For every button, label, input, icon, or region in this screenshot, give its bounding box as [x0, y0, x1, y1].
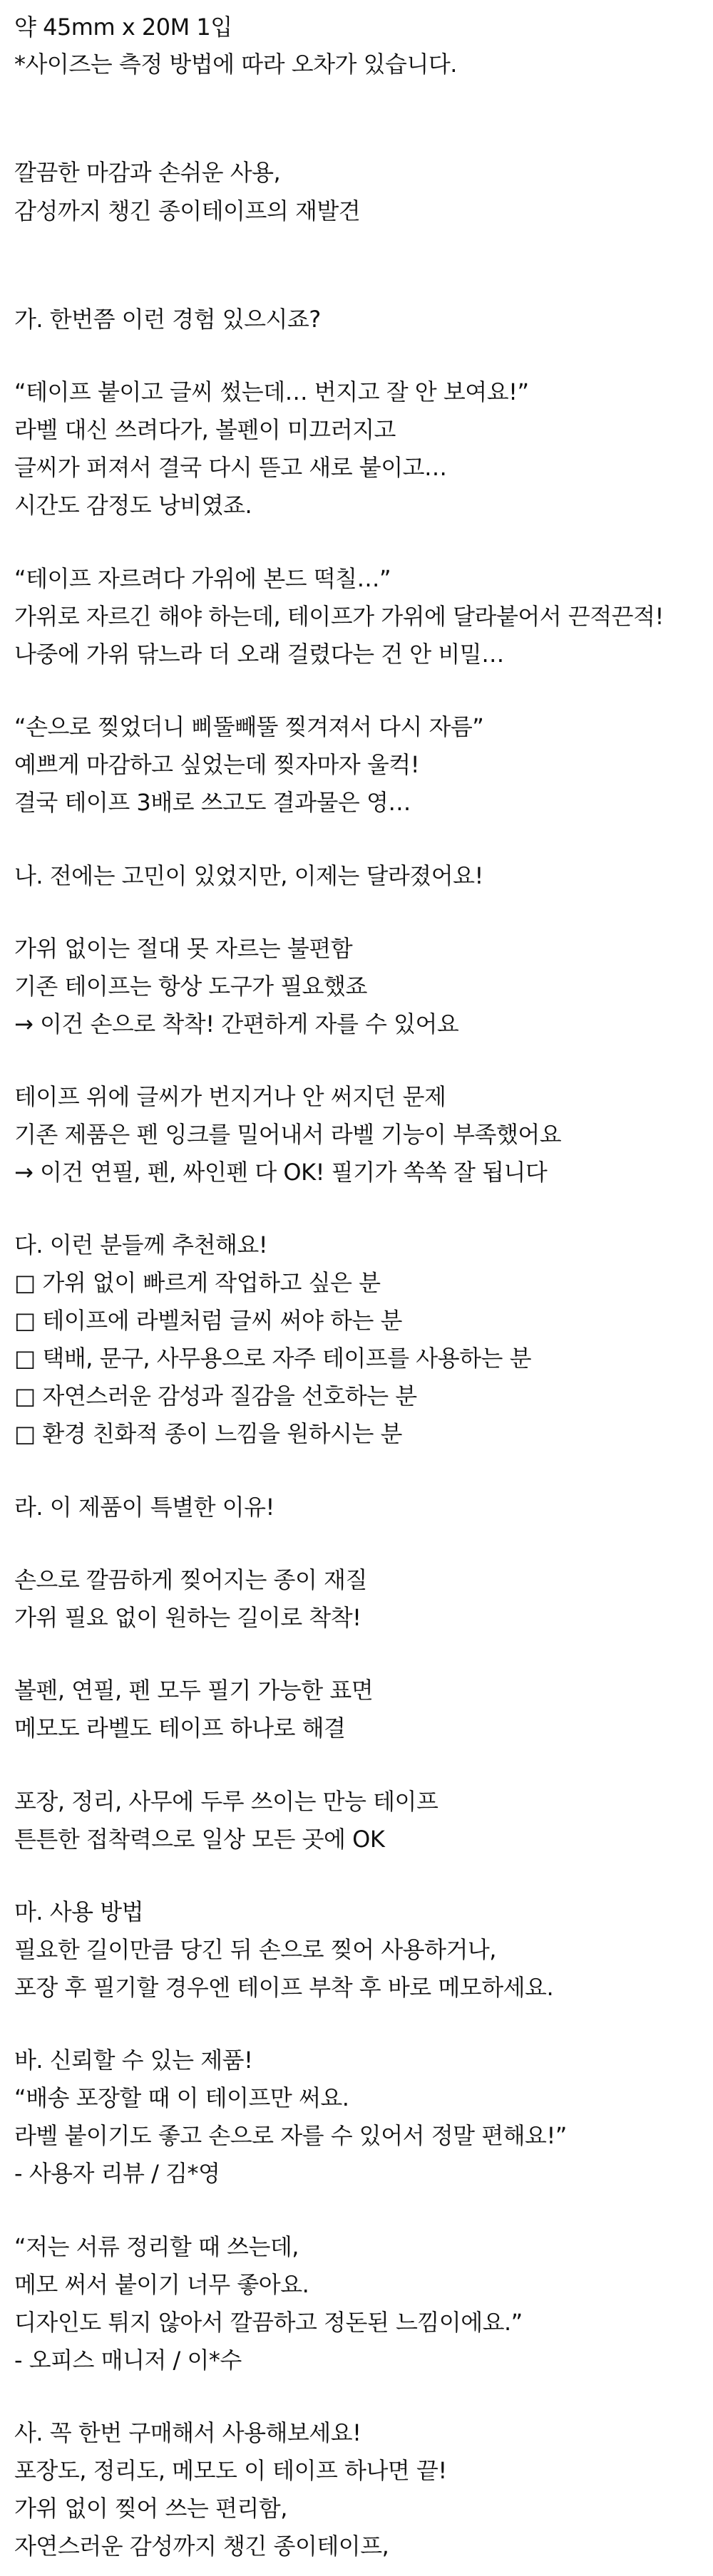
- recommend-list-item: □ 가위 없이 빠르게 작업하고 싶은 분: [14, 1269, 381, 1296]
- experience-quote-line: 가위로 자르긴 해야 하는데, 테이프가 가위에 달라붙어서 끈적끈적!: [14, 603, 664, 630]
- experience-quote-line: “테이프 붙이고 글씨 썼는데… 번지고 잘 안 보여요!”: [14, 378, 529, 405]
- improvement-line: → 이건 손으로 착착! 간편하게 자를 수 있어요: [14, 1010, 459, 1038]
- experience-quote-line: 라벨 대신 쓰려다가, 볼펜이 미끄러지고: [14, 416, 396, 443]
- review-line: 라벨 붙이기도 좋고 손으로 자를 수 있어서 정말 편해요!”: [14, 2122, 567, 2149]
- recommend-list-item: □ 택배, 문구, 사무용으로 자주 테이프를 사용하는 분: [14, 1345, 532, 1372]
- reason-line: 볼펜, 연필, 펜 모두 필기 가능한 표면: [14, 1677, 374, 1704]
- section-heading-ra: 라. 이 제품이 특별한 이유!: [14, 1494, 275, 1521]
- recommend-list-item: □ 테이프에 라벨처럼 글씨 써야 하는 분: [14, 1307, 402, 1334]
- recommend-list-item: □ 환경 친화적 종이 느낌을 원하시는 분: [14, 1420, 402, 1447]
- experience-quote-line: 예쁘게 마감하고 싶었는데 찢자마자 울컥!: [14, 751, 420, 778]
- section-heading-ba: 바. 신뢰할 수 있는 제품!: [14, 2047, 253, 2074]
- review-line: 메모 써서 붙이기 너무 좋아요.: [14, 2271, 309, 2298]
- section-heading-da: 다. 이런 분들께 추천해요!: [14, 1231, 268, 1258]
- usage-line: 포장 후 필기할 경우엔 테이프 부착 후 바로 메모하세요.: [14, 1974, 554, 2001]
- section-heading-ga: 가. 한번쯤 이런 경험 있으시죠?: [14, 306, 321, 333]
- usage-line: 필요한 길이만큼 당긴 뒤 손으로 찢어 사용하거나,: [14, 1936, 496, 1963]
- reason-line: 가위 필요 없이 원하는 길이로 착착!: [14, 1604, 361, 1631]
- reason-line: 포장, 정리, 사무에 두루 쓰이는 만능 테이프: [14, 1788, 438, 1815]
- closing-line: 자연스러운 감성까지 챙긴 종이테이프,: [14, 2533, 389, 2560]
- review-author: - 오피스 매니저 / 이*수: [14, 2347, 242, 2374]
- reason-line: 튼튼한 접착력으로 일상 모든 곳에 OK: [14, 1826, 385, 1853]
- intro-line: 깔끔한 마감과 손쉬운 사용,: [14, 159, 281, 186]
- review-line: “배송 포장할 때 이 테이프만 써요.: [14, 2084, 349, 2111]
- size-note: *사이즈는 측정 방법에 따라 오차가 있습니다.: [14, 51, 457, 78]
- section-heading-sa: 사. 꼭 한번 구매해서 사용해보세요!: [14, 2419, 361, 2446]
- improvement-line: 테이프 위에 글씨가 번지거나 안 써지던 문제: [14, 1083, 446, 1110]
- review-line: “저는 서류 정리할 때 쓰는데,: [14, 2233, 299, 2260]
- improvement-line: 기존 테이프는 항상 도구가 필요했죠: [14, 973, 367, 1000]
- experience-quote-line: 글씨가 퍼져서 결국 다시 뜯고 새로 붙이고…: [14, 454, 447, 481]
- closing-line: 가위 없이 찢어 쓰는 편리함,: [14, 2495, 287, 2522]
- section-heading-ma: 마. 사용 방법: [14, 1898, 144, 1925]
- improvement-line: → 이건 연필, 펜, 싸인펜 다 OK! 필기가 쏙쏙 잘 됩니다: [14, 1159, 548, 1186]
- closing-line: 포장도, 정리도, 메모도 이 테이프 하나면 끝!: [14, 2457, 447, 2484]
- experience-quote-line: 나중에 가위 닦느라 더 오래 걸렸다는 건 안 비밀…: [14, 641, 504, 668]
- experience-quote-line: “손으로 찢었더니 삐뚤빼뚤 찢겨져서 다시 자름”: [14, 713, 484, 740]
- recommend-list-item: □ 자연스러운 감성과 질감을 선호하는 분: [14, 1382, 417, 1409]
- reason-line: 손으로 깔끔하게 찢어지는 종이 재질: [14, 1566, 367, 1593]
- improvement-line: 기존 제품은 펜 잉크를 밀어내서 라벨 기능이 부족했어요: [14, 1121, 562, 1148]
- reason-line: 메모도 라벨도 테이프 하나로 해결: [14, 1714, 346, 1742]
- review-author: - 사용자 리뷰 / 김*영: [14, 2160, 220, 2187]
- intro-line: 감성까지 챙긴 종이테이프의 재발견: [14, 197, 361, 224]
- experience-quote-line: “테이프 자르려다 가위에 본드 떡칠…”: [14, 565, 391, 592]
- experience-quote-line: 시간도 감정도 낭비였죠.: [14, 492, 252, 519]
- improvement-line: 가위 없이는 절대 못 자르는 불편함: [14, 935, 353, 962]
- experience-quote-line: 결국 테이프 3배로 쓰고도 결과물은 영…: [14, 789, 411, 816]
- review-line: 디자인도 튀지 않아서 깔끔하고 정돈된 느낌이에요.”: [14, 2309, 523, 2336]
- section-heading-na: 나. 전에는 고민이 있었지만, 이제는 달라졌어요!: [14, 862, 483, 889]
- size-dimensions: 약 45mm x 20M 1입: [14, 14, 232, 41]
